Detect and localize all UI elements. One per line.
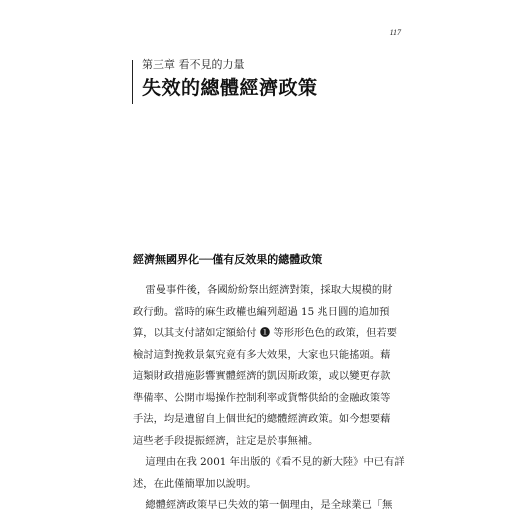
page-number: 117 xyxy=(389,28,401,37)
text-line: 述，在此僅簡單加以說明。 xyxy=(133,477,257,490)
paragraph-3 xyxy=(133,495,395,517)
section xyxy=(133,252,405,517)
text-line: 政行動。當時的麻生政權也編列超過 15 兆日圓的追加預 xyxy=(133,305,390,318)
text-line: 這類財政措施影響實體經濟的凱因斯政策，或以變更存款 xyxy=(133,370,391,382)
chapter-title: 失效的總體經濟政策 xyxy=(142,77,318,99)
section-heading: 經濟無國界化──僅有反效果的總體政策 xyxy=(133,253,323,266)
text-line: 檢討這對挽救景氣究竟有多大效果，大家也只能搖頭。藉 xyxy=(133,348,391,361)
paragraph-2 xyxy=(133,452,405,495)
chapter-header xyxy=(132,60,442,104)
paragraph-1 xyxy=(133,280,395,452)
text-line: 雷曼事件後，各國紛紛祭出經濟對策，採取大規模的財 xyxy=(145,284,393,296)
text-line: 這理由在我 2001 年出版的《看不見的新大陸》中已有詳 xyxy=(145,456,405,468)
text-line: 算，以其支付諸如定額給付 ❶ 等形形色色的政策，但若要 xyxy=(133,327,397,339)
text-line: 總體經濟政策早已失效的第一個理由，是全球業已「無 xyxy=(145,499,393,511)
text-line: 手法，均是遺留自上個世紀的總體經濟政策。如今想要藉 xyxy=(133,413,391,425)
text-line: 準備率、公開市場操作控制利率或貨幣供給的金融政策等 xyxy=(133,391,391,404)
chapter-label: 第三章 看不見的力量 xyxy=(142,58,245,71)
text-line: 這些老手段提振經濟，註定是於事無補。 xyxy=(133,434,319,447)
